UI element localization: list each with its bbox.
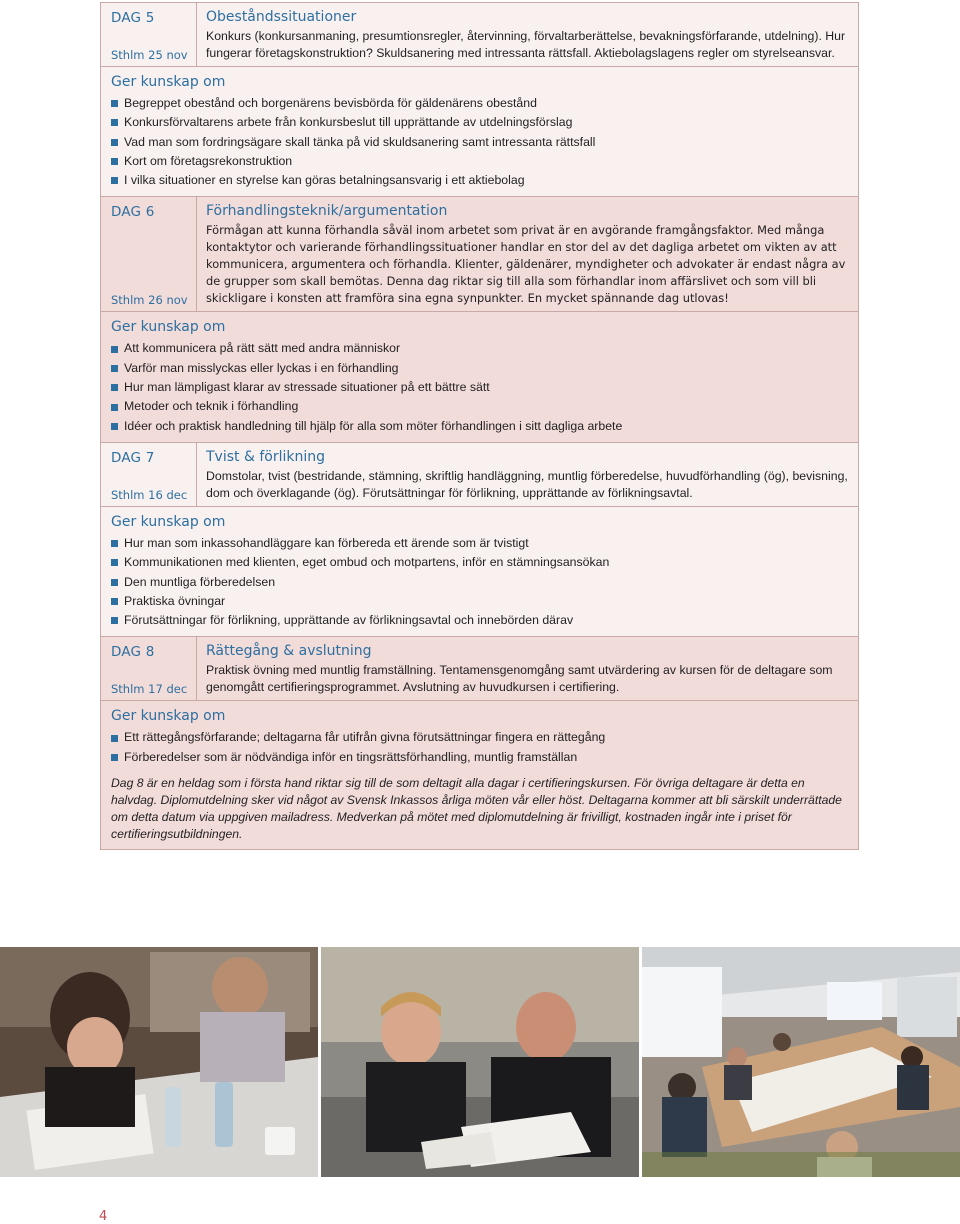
topic-list <box>101 339 858 441</box>
day7-topics <box>101 507 858 637</box>
list-item <box>111 417 850 436</box>
topics-heading: Ger kunskap om <box>111 319 226 336</box>
list-item <box>111 611 850 630</box>
list-item-text: Ett rättegångsförfarande; deltagarna får utifrån givna förutsättningar fingera en rättegång <box>124 730 606 745</box>
square-bullet-icon <box>111 404 118 411</box>
day-label: DAG 6 <box>111 204 155 221</box>
list-item-text: Metoder och teknik i förhandling <box>124 399 299 414</box>
list-item-text: Vad man som fordringsägare skall tänka på vid skuldsanering samt intressanta rättsfall <box>124 134 596 149</box>
list-item-text: Den muntliga förberedelsen <box>124 574 276 589</box>
session-title: Rättegång & avslutning <box>206 643 372 660</box>
list-item <box>111 553 850 572</box>
list-item <box>111 113 850 132</box>
list-item-text: Konkursförvaltarens arbete från konkursbeslut till upprättande av utdelningsförslag <box>124 115 573 130</box>
list-item-text: Hur man lämpligast klarar av stressade situationer på ett bättre sätt <box>124 380 490 395</box>
session-description: Konkurs (konkursanmaning, presumtionsregler, återvinning, förvaltarberättelse, bevakningsförfarande, utdelning). Hur fungerar företagskonstruktion? Skuldsanering med intressanta rättsfall. Aktiebolagslagens regler om styrelseansvar. <box>206 29 846 60</box>
session-description: Praktisk övning med muntlig framställning. Tentamensgenomgång samt utvärdering av kursen för de deltagare som genomgått certifieringsprogrammet. Avslutning av huvudkursen i certifiering. <box>206 663 833 695</box>
square-bullet-icon <box>111 579 118 586</box>
list-item <box>111 397 850 416</box>
photo-two-men-reading <box>321 947 639 1177</box>
day-label: DAG 5 <box>111 10 155 26</box>
session-title: Förhandlingsteknik/argumentation <box>206 203 448 220</box>
day6-topics <box>101 312 858 442</box>
square-bullet-icon <box>111 365 118 372</box>
day7-label-col <box>101 443 197 506</box>
day5-label-col <box>101 3 197 66</box>
list-item-text: I vilka situationer en styrelse kan göras betalningsansvarig i ett aktiebolag <box>124 173 525 188</box>
day6-label-col <box>101 197 197 311</box>
list-item-text: Varför man misslyckas eller lyckas i en förhandling <box>124 360 399 375</box>
square-bullet-icon <box>111 598 118 605</box>
photo-participants-writing <box>0 947 318 1177</box>
day6-header <box>101 197 858 312</box>
topics-heading: Ger kunskap om <box>111 74 226 90</box>
list-item <box>111 359 850 378</box>
photo-conference-room <box>642 947 960 1177</box>
list-item-text: Begreppet obestånd och borgenärens bevisbörda för gäldenärens obestånd <box>124 96 537 110</box>
topic-list <box>101 728 858 769</box>
course-schedule <box>100 2 859 850</box>
list-item <box>111 152 850 171</box>
square-bullet-icon <box>111 559 118 566</box>
day-label: DAG 7 <box>111 449 155 466</box>
square-bullet-icon <box>111 735 118 742</box>
list-item-text: Kort om företagsrekonstruktion <box>124 153 293 168</box>
list-item <box>111 94 850 113</box>
day7-header <box>101 443 858 507</box>
day5-content <box>197 3 858 66</box>
list-item-text: Idéer och praktisk handledning till hjälp för alla som möter förhandlingen i sitt dagliga arbete <box>124 418 623 433</box>
square-bullet-icon <box>111 423 118 430</box>
list-item-text: Kommunikationen med klienten, eget ombud och motpartens, inför en stämningsansökan <box>124 555 610 570</box>
session-description: Förmågan att kunna förhandla såväl inom arbetet som privat är en avgörande framgångsfaktor. Med många kontaktytor och varierande förhandlingssituationer handlar en stor del av det dagliga arbetet om vikten av att kommunicera, argumentera och förhandla. Klienter, gäldenärer, myndigheter och advokater är endast några av de grupper som skall bemötas. Denna dag riktar sig till alla som förhandlar inom affärslivet och som vill bli skickligare i konsten att framföra sina egna synpunkter. En mycket spännande dag utlovas! <box>206 223 846 306</box>
list-item <box>111 339 850 358</box>
topics-heading: Ger kunskap om <box>111 708 226 725</box>
square-bullet-icon <box>111 158 118 165</box>
list-item <box>111 534 850 553</box>
day-date: Sthlm 26 nov <box>111 293 188 308</box>
topic-list <box>101 94 858 196</box>
day6-content <box>197 197 858 311</box>
day8-topics <box>101 701 858 849</box>
day-date: Sthlm 25 nov <box>111 48 188 62</box>
topic-list <box>101 534 858 636</box>
session-title: Tvist & förlikning <box>206 448 325 465</box>
list-item <box>111 592 850 611</box>
session-title: Obeståndssituationer <box>206 9 357 25</box>
square-bullet-icon <box>111 177 118 184</box>
list-item-text: Förberedelser som är nödvändiga inför en tingsrättsförhandling, muntlig framställan <box>124 749 578 764</box>
square-bullet-icon <box>111 100 118 107</box>
square-bullet-icon <box>111 139 118 146</box>
day8-label-col <box>101 637 197 700</box>
square-bullet-icon <box>111 346 118 353</box>
list-item-text: Hur man som inkassohandläggare kan förbereda ett ärende som är tvistigt <box>124 535 529 550</box>
list-item <box>111 573 850 592</box>
list-item <box>111 378 850 397</box>
page-number: 4 <box>99 1209 108 1224</box>
square-bullet-icon <box>111 540 118 547</box>
square-bullet-icon <box>111 384 118 391</box>
day7-content <box>197 443 858 506</box>
day-date: Sthlm 16 dec <box>111 487 188 502</box>
square-bullet-icon <box>111 754 118 761</box>
day-label: DAG 8 <box>111 644 155 661</box>
day5-topics <box>101 67 858 197</box>
list-item-text: Förutsättningar för förlikning, upprättande av förlikningsavtal och innebörden därav <box>124 613 574 628</box>
day8-content <box>197 637 858 700</box>
square-bullet-icon <box>111 617 118 624</box>
session-description: Domstolar, tvist (bestridande, stämning, skriftlig handläggning, muntlig förberedelse, huvudförhandling (ög), bevisning, dom och överklagande (ög). Förutsättningar för förlikning, upprättande av förlikningsavtal. <box>206 468 848 500</box>
day8-note: Dag 8 är en heldag som i första hand riktar sig till de som deltagit alla dagar i certifieringskursen. För övriga deltagare är detta en halvdag. Diplomutdelning sker vid något av Svensk Inkassos årliga möten vår eller höst. Deltagarna kommer att bli särskilt underrättade om detta datum via uppgiven mailadress. Medverkan på mötet med diplomutdelning är frivilligt, kostnaden ingår inte i priset för certifieringsutbildningen. <box>111 776 842 842</box>
list-item <box>111 133 850 152</box>
day-date: Sthlm 17 dec <box>111 682 188 697</box>
list-item-text: Att kommunicera på rätt sätt med andra människor <box>124 341 401 356</box>
list-item <box>111 171 850 190</box>
photo-strip <box>0 947 960 1177</box>
square-bullet-icon <box>111 119 118 126</box>
list-item-text: Praktiska övningar <box>124 593 226 608</box>
list-item <box>111 748 850 767</box>
topics-heading: Ger kunskap om <box>111 513 226 530</box>
day5-header <box>101 3 858 67</box>
list-item <box>111 728 850 747</box>
day8-header <box>101 637 858 701</box>
